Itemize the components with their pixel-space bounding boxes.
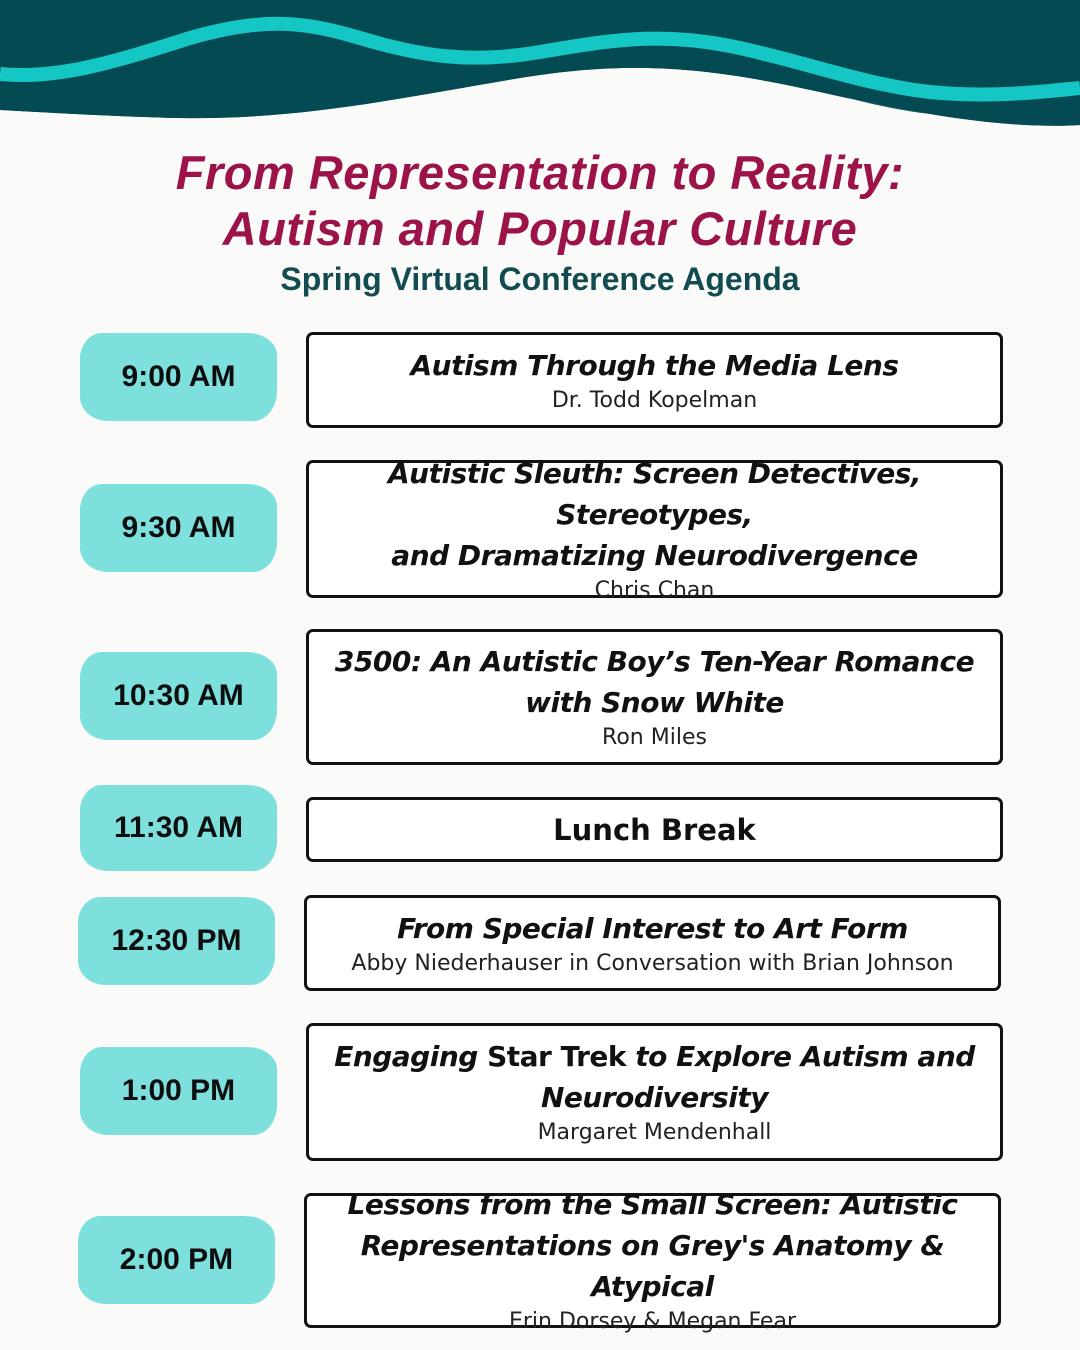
time-slot-badge: 11:30 AM	[80, 785, 277, 871]
break-title: Lunch Break	[553, 812, 756, 847]
session-title: 3500: An Autistic Boy’s Ten-Year Romance	[334, 645, 975, 678]
session-speaker: Ron Miles	[602, 725, 707, 750]
page-title-line-2: Autism and Popular Culture	[222, 202, 858, 255]
lunch-break-card	[306, 797, 1003, 862]
time-slot-badge: 2:00 PM	[78, 1216, 275, 1304]
session-speaker: Chris Chan	[594, 577, 715, 603]
session-speaker: Margaret Mendenhall	[537, 1120, 772, 1145]
session-title: Neurodiversity	[541, 1081, 768, 1114]
time-slot-badge: 10:30 AM	[80, 652, 277, 740]
session-title-part: to Explore Autism and	[626, 1040, 975, 1073]
session-title	[334, 1036, 975, 1077]
session-title: From Special Interest to Art Form	[397, 911, 908, 945]
session-speaker: Dr. Todd Kopelman	[551, 387, 758, 413]
session-speaker: Abby Niederhauser in Conversation with Brian Johnson	[351, 950, 954, 976]
agenda-item-card	[306, 456, 1003, 603]
agenda-item-card	[306, 332, 1003, 428]
session-title: Autism Through the Media Lens	[410, 348, 899, 382]
page-title-line-1: From Representation to Reality:	[175, 146, 905, 199]
agenda-item-card	[304, 1188, 1001, 1334]
header-wave-decoration	[0, 0, 1080, 140]
show-name: Star Trek	[487, 1040, 627, 1073]
agenda-item-card	[304, 895, 1001, 991]
agenda-item-card	[306, 1023, 1003, 1161]
agenda-item-card	[306, 629, 1003, 765]
session-title: and Dramatizing Neurodivergence	[391, 538, 918, 572]
session-speaker: Erin Dorsey & Megan Fear	[508, 1309, 796, 1334]
page-subtitle: Spring Virtual Conference Agenda	[280, 261, 800, 297]
time-slot-badge: 9:00 AM	[80, 333, 277, 421]
session-title: Representations on Grey's Anatomy & Atypical	[360, 1229, 945, 1303]
session-title: Lessons from the Small Screen: Autistic	[347, 1188, 958, 1221]
time-slot-badge: 12:30 PM	[78, 897, 275, 985]
session-title: Autistic Sleuth: Screen Detectives, Stereotypes,	[388, 456, 921, 531]
session-title: with Snow White	[525, 686, 784, 719]
session-title-part: Engaging	[334, 1040, 488, 1073]
time-slot-badge: 1:00 PM	[80, 1047, 277, 1135]
time-slot-badge: 9:30 AM	[80, 484, 277, 572]
